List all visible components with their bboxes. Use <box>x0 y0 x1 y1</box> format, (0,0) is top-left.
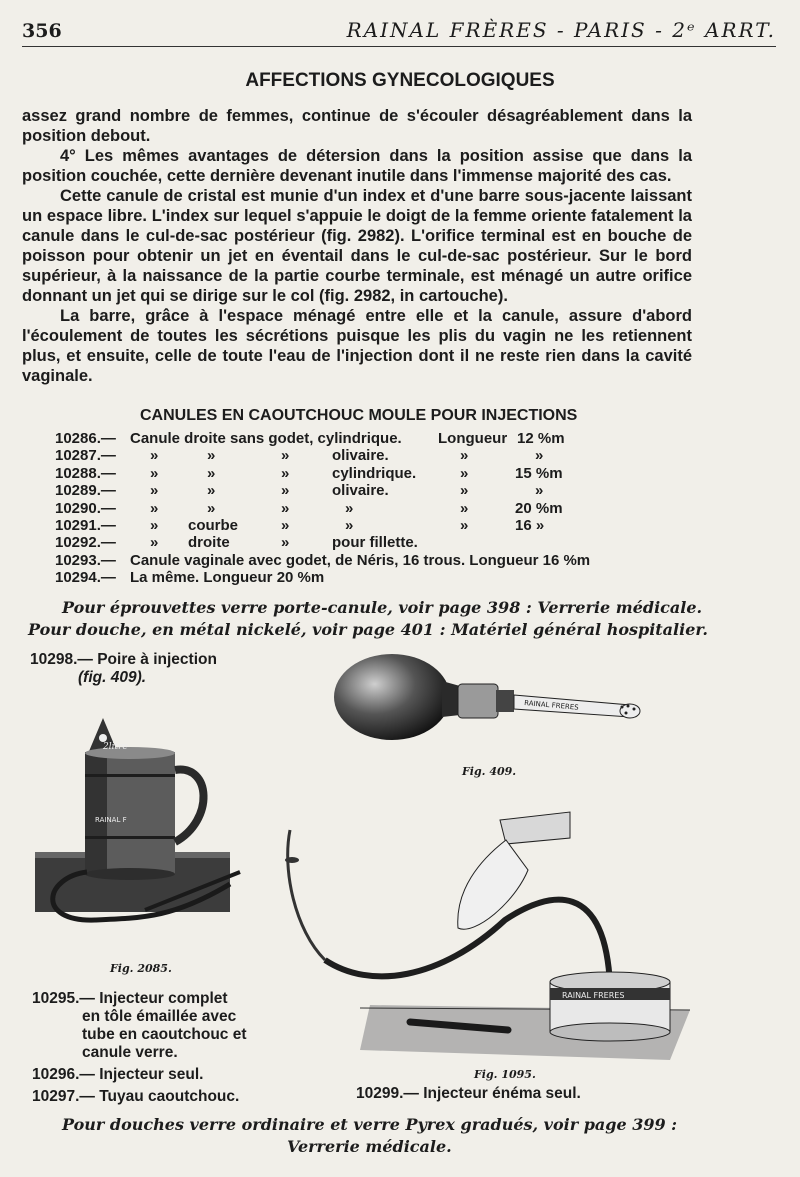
catalog-row <box>55 482 695 499</box>
catalog-row <box>55 517 695 534</box>
catalog-shape: cylindrique. <box>332 464 417 482</box>
catalog-desc: Canule droite sans godet, cylindrique. <box>130 430 402 447</box>
can-capacity-marking: 2litre <box>103 742 128 752</box>
item-10296: 10296.— Injecteur seul. <box>32 1066 204 1083</box>
item-10298 <box>30 651 217 687</box>
catalog-shape: olivaire. <box>332 447 389 465</box>
paragraph-4: La barre, grâce à l'espace ménagé entre elle et la canule, assure d'abord l'écoulement de toutes les sécrétions puisque les plis du vagin ne les retiennent plus, et ensuite, celle de toute l'eau de l'injection dont il ne reste rien dans la cavité vaginale. <box>22 307 692 385</box>
ditto-mark: » <box>281 482 290 500</box>
ditto-mark: » <box>281 534 290 552</box>
catalog-number: 10287.— <box>55 447 116 465</box>
section-heading: CANULES EN CAOUTCHOUC MOULE POUR INJECTIONS <box>140 407 578 424</box>
catalog-form: droite <box>188 534 230 552</box>
catalog-number: 10288.— <box>55 464 116 482</box>
catalog-form: courbe <box>188 516 239 534</box>
item-10295-title: 10295.— Injecteur complet <box>32 990 228 1007</box>
bulb-syringe-illustration <box>330 645 650 770</box>
ditto-mark: » <box>535 447 544 465</box>
item-10295-desc: canule verre. <box>82 1044 178 1061</box>
ditto-mark: » <box>281 464 290 482</box>
catalog-length: 20 %m <box>515 499 563 517</box>
catalog-number: 10291.— <box>55 516 116 534</box>
catalog-number: 10289.— <box>55 482 116 500</box>
catalog-row <box>55 465 695 482</box>
ditto-mark: » <box>460 482 469 500</box>
page-title: AFFECTIONS GYNECOLOGIQUES <box>245 70 555 91</box>
catalog-length: 16 » <box>515 516 545 534</box>
catalog-length: 15 %m <box>515 464 563 482</box>
syringe-label: RAINAL FRERES <box>523 699 579 712</box>
ditto-mark: » <box>207 482 216 500</box>
ditto-mark: » <box>150 482 159 500</box>
figure-caption: Fig. 409. <box>462 765 517 778</box>
body-text <box>22 106 692 386</box>
footer-note: Verrerie médicale. <box>287 1137 452 1156</box>
ditto-mark: » <box>207 464 216 482</box>
ditto-mark: » <box>150 447 159 465</box>
item-10295-desc: en tôle émaillée avec <box>82 1008 237 1025</box>
catalog-desc: La même. Longueur 20 %m <box>130 569 325 587</box>
header-rule <box>22 46 776 47</box>
footer-note: Pour douches verre ordinaire et verre Pyrex gradués, voir page 399 : <box>62 1115 678 1134</box>
catalog-length: 12 %m <box>517 430 565 447</box>
catalog-shape: olivaire. <box>332 482 389 500</box>
item-10297: 10297.— Tuyau caoutchouc. <box>32 1088 240 1105</box>
catalog-list <box>55 430 695 587</box>
catalog-desc: Canule vaginale avec godet, de Néris, 16 trous. Longueur 16 %m <box>130 551 591 569</box>
ditto-mark: » <box>460 447 469 465</box>
catalog-number: 10294.— <box>55 569 116 587</box>
item-10295-desc: tube en caoutchouc et <box>82 1026 247 1043</box>
cross-reference-note: Pour douche, en métal nickelé, voir page 401 : Matériel général hospitalier. <box>28 620 708 639</box>
ditto-mark: » <box>281 499 290 517</box>
ditto-mark: » <box>345 516 354 534</box>
ditto-mark: » <box>535 482 544 500</box>
item-10298-ref: (fig. 409). <box>78 669 147 686</box>
running-head: RAINAL FRÈRES - PARIS - 2ᵉ ARRT. <box>346 18 776 42</box>
ditto-mark: » <box>207 447 216 465</box>
ditto-mark: » <box>460 516 469 534</box>
ditto-mark: » <box>281 516 290 534</box>
catalog-shape: pour fillette. <box>332 534 418 552</box>
catalog-number: 10286.— <box>55 430 116 447</box>
ditto-mark: » <box>207 499 216 517</box>
jar-label: RAINAL FRERES <box>562 991 625 1000</box>
page-header <box>22 18 776 46</box>
cross-reference-note: Pour éprouvettes verre porte-canule, voir page 398 : Verrerie médicale. <box>62 598 703 617</box>
catalog-row <box>55 500 695 517</box>
paragraph-1: assez grand nombre de femmes, continue de s'écouler désagréablement dans la position debout. <box>22 107 692 145</box>
item-10298-title: 10298.— Poire à injection <box>30 651 217 668</box>
enema-injector-illustration <box>270 810 695 1070</box>
figure-caption: Fig. 1095. <box>474 1068 536 1081</box>
catalog-row <box>55 569 695 586</box>
enamel-injector-illustration <box>25 712 250 962</box>
ditto-mark: » <box>281 447 290 465</box>
ditto-mark: » <box>150 499 159 517</box>
catalog-row <box>55 447 695 464</box>
ditto-mark: » <box>150 464 159 482</box>
item-10299: 10299.— Injecteur énéma seul. <box>356 1085 581 1102</box>
page-number: 356 <box>22 20 62 42</box>
figure-caption: Fig. 2085. <box>110 962 172 975</box>
catalog-number: 10293.— <box>55 551 116 569</box>
ditto-mark: » <box>150 516 159 534</box>
ditto-mark: » <box>345 499 354 517</box>
catalog-row <box>55 430 695 447</box>
ditto-mark: » <box>460 464 469 482</box>
paragraph-3: Cette canule de cristal est munie d'un index et d'une barre sous-jacente laissant un espace libre. L'index sur lequel s'appuie le doigt de la femme oriente fatalement la canule dans le cul-de-sac postérieur (fig. 2982). L'orifice terminal est en bouche de poisson pour obtenir un jet en éventail dans le cul-de-sac postérieur. Sur le bord supérieur, à la naissance de la partie courbe terminale, est ménagé un autre orifice donnant un jet qui se dirige sur le col (fig. 2982, in cartouche). <box>22 187 692 305</box>
items-10295-10297 <box>32 990 247 1106</box>
catalog-number: 10292.— <box>55 534 116 552</box>
catalog-row <box>55 552 695 569</box>
catalog-length-label: Longueur <box>438 430 508 447</box>
catalog-number: 10290.— <box>55 499 116 517</box>
ditto-mark: » <box>150 534 159 552</box>
paragraph-2: 4° Les mêmes avantages de détersion dans la position assise que dans la position couchée, cette dernière devenant inutile dans l'immense majorité des cas. <box>22 147 692 185</box>
can-label: RAINAL F <box>95 816 127 824</box>
catalog-row <box>55 534 695 551</box>
ditto-mark: » <box>460 499 469 517</box>
